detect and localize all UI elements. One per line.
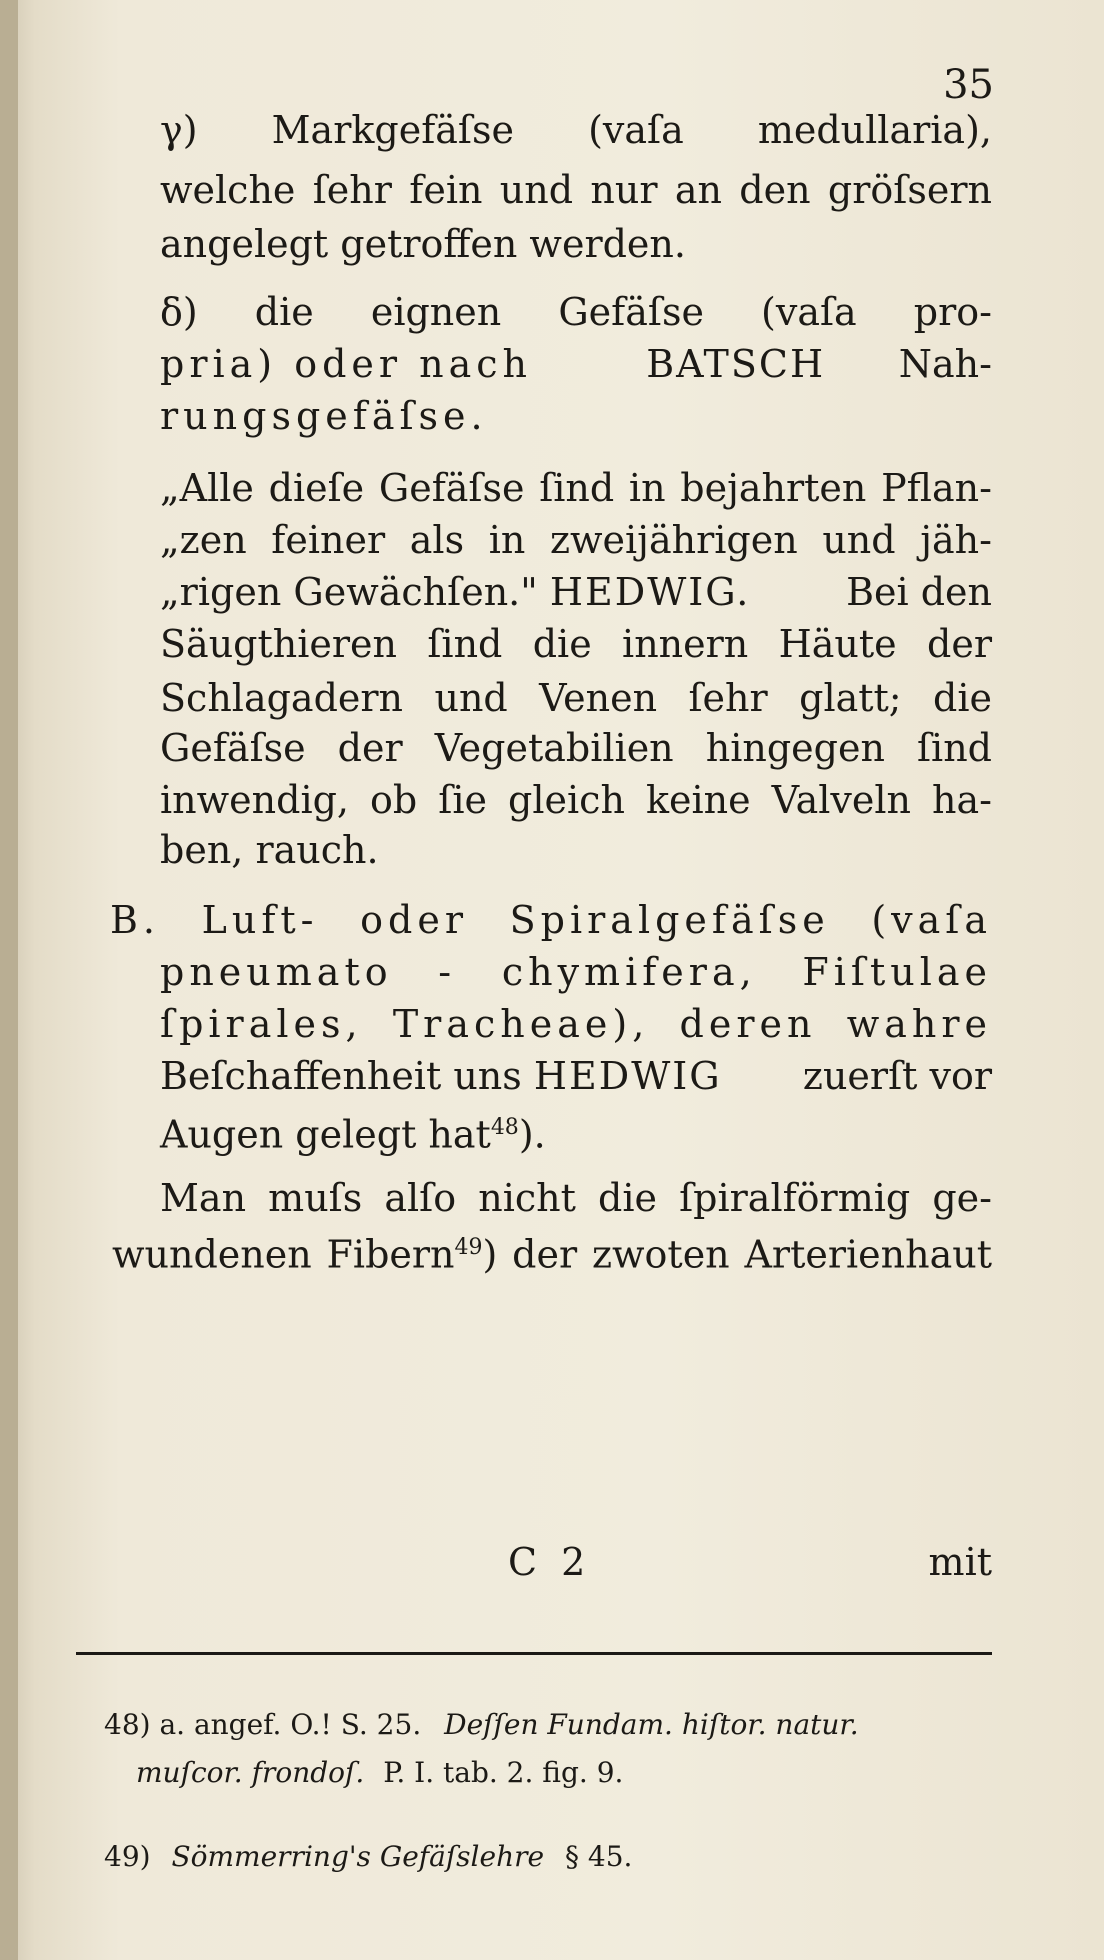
author-name: HEDWIG <box>533 1054 722 1098</box>
text-line: inwendig, ob ſie gleich keine Valveln ha- <box>160 778 992 822</box>
text-run: ) der zwoten Arterienhaut <box>482 1232 992 1277</box>
text-line: rungsgefäſse. <box>160 394 488 438</box>
text-line: Säugthieren ſind die innern Häute der <box>160 622 992 666</box>
footnote-text: 49) <box>104 1840 151 1873</box>
footnote-48 <box>104 1708 992 1742</box>
page-number: 35 <box>943 62 994 108</box>
text-line: γ) Markgefäſse (vaſa medullaria), <box>160 108 992 152</box>
footnote-citation: muſcor. frondoſ. <box>136 1756 365 1789</box>
text-line: Schlagadern und Venen ſehr glatt; die <box>160 676 992 720</box>
text-line: Man muſs alſo nicht die ſpiralförmig ge- <box>160 1176 992 1220</box>
text-line: B. Luft- oder Spiralgefäſse (vaſa <box>110 898 992 942</box>
footnote-text: P. I. tab. 2. fig. 9. <box>383 1756 624 1789</box>
footnote-text: § 45. <box>564 1840 633 1873</box>
text-run: „rigen Gewächſen." <box>160 570 538 614</box>
text-line <box>160 342 992 386</box>
footnote-text: 48) a. angef. O.! S. 25. <box>104 1708 422 1741</box>
author-name: BATSCH <box>646 342 826 386</box>
footnote-48-cont <box>136 1756 992 1790</box>
text-line: angelegt getroffen werden. <box>160 222 686 266</box>
text-line <box>112 1226 992 1277</box>
text-line: ſpirales, Tracheae), deren wahre <box>160 1002 992 1046</box>
text-line <box>160 570 992 614</box>
text-run: Bei den <box>846 570 992 614</box>
text-line: pneumato - chymifera, Fiſtulae <box>160 950 992 994</box>
text-line: welche ſehr fein und nur an den gröſsern <box>160 168 992 212</box>
footnote-rule <box>76 1652 992 1655</box>
footnote-49 <box>104 1840 992 1874</box>
text-line: Gefäſse der Vegetabilien hingegen ſind <box>160 726 992 770</box>
text-line: ben, rauch. <box>160 828 379 872</box>
footnote-citation: Sömmerring's Gefäſslehre <box>171 1840 545 1873</box>
footnote-citation: Deſſen Fundam. hiſtor. natur. <box>444 1708 859 1741</box>
footnote-ref-48: 48 <box>490 1115 519 1140</box>
text-line: δ) die eignen Gefäſse (vaſa pro- <box>160 290 992 334</box>
text-line <box>160 1054 992 1098</box>
signature-mark: C 2 <box>508 1540 592 1584</box>
text-line: „zen feiner als in zweijährigen und jäh- <box>160 518 992 562</box>
footnote-ref-49: 49 <box>454 1235 483 1260</box>
text-line <box>160 1106 992 1157</box>
book-spine-edge <box>0 0 18 1960</box>
text-run: wundenen Fibern <box>112 1232 455 1277</box>
text-run: Augen gelegt hat <box>160 1112 491 1157</box>
text-run: ). <box>518 1112 546 1157</box>
text-run: Nah- <box>898 342 992 386</box>
text-run: Beſchaffenheit uns <box>160 1054 522 1098</box>
text-line: „Alle dieſe Gefäſse ſind in bejahrten Pflan- <box>160 466 992 510</box>
author-name: HEDWIG. <box>549 570 751 614</box>
text-run: pria) oder nach <box>160 342 533 386</box>
catchword: mit <box>928 1540 992 1584</box>
text-run: zuerſt vor <box>802 1054 992 1098</box>
